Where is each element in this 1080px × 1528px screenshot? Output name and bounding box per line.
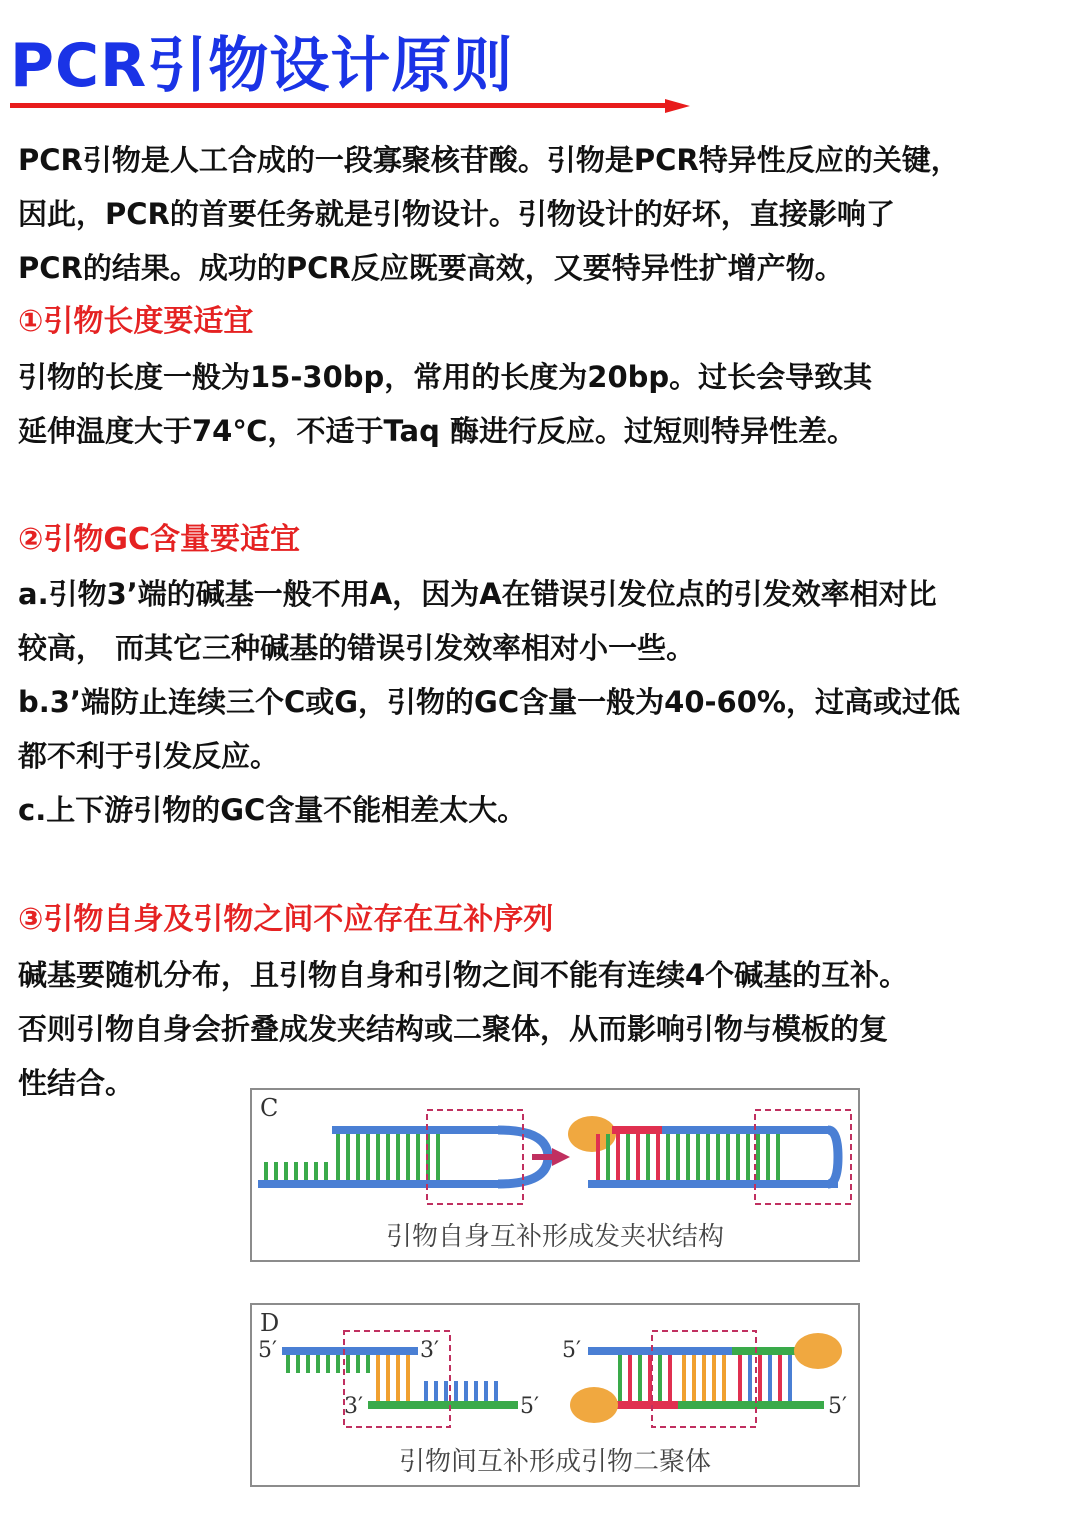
hairpin-diagram	[252, 1100, 858, 1210]
section-line: b.3’端防止连续三个C或G，引物的GC含量一般为40-60%，过高或过低	[18, 685, 960, 719]
label-3prime: 3′	[344, 1394, 363, 1419]
figure-letter: C	[260, 1094, 279, 1122]
title-underline-arrow	[10, 98, 690, 114]
template-strand	[332, 1126, 498, 1134]
figure-caption: 引物自身互补形成发夹状结构	[385, 1222, 724, 1252]
section-1-body	[18, 350, 1068, 458]
figure-caption: 引物间互补形成引物二聚体	[398, 1447, 711, 1477]
primer-top	[588, 1347, 732, 1355]
green-bases	[286, 1355, 370, 1373]
section-line: 延伸温度大于74℃，不适于Taq 酶进行反应。过短则特异性差。	[18, 414, 856, 448]
dimer-diagram	[252, 1313, 858, 1433]
section-line: 碱基要随机分布，且引物自身和引物之间不能有连续4个碱基的互补。	[18, 958, 909, 992]
section-line: 性结合。	[18, 1066, 135, 1100]
primer-bottom	[678, 1401, 824, 1409]
intro-paragraph	[18, 133, 1068, 295]
section-2-body	[18, 567, 1068, 837]
primer-strand	[258, 1180, 498, 1188]
figure-letter: D	[260, 1309, 280, 1337]
figure-hairpin	[250, 1088, 860, 1262]
label-5prime: 5′	[828, 1394, 847, 1419]
label-5prime: 5′	[258, 1338, 277, 1363]
arrow-head	[552, 1148, 570, 1166]
section-line: c.上下游引物的GC含量不能相差太大。	[18, 793, 527, 827]
label-5prime: 5′	[520, 1394, 539, 1419]
orange-bases	[376, 1355, 410, 1401]
section-line: 都不利于引发反应。	[18, 739, 280, 773]
green-bases	[264, 1132, 440, 1180]
section-3-heading: ③引物自身及引物之间不应存在互补序列	[18, 902, 554, 937]
hairpin-loop	[828, 1130, 838, 1184]
primer-bottom	[368, 1401, 518, 1409]
primer-top	[282, 1347, 418, 1355]
section-3-body	[18, 948, 1068, 1110]
arrow-shaft	[532, 1154, 554, 1160]
blue-bases	[424, 1381, 498, 1401]
polymerase-cap	[794, 1333, 842, 1369]
mixed-bases	[596, 1134, 780, 1180]
label-3prime: 3′	[420, 1338, 439, 1363]
primer-strand	[588, 1180, 838, 1188]
page-title: PCR引物设计原则	[10, 31, 514, 101]
section-2-heading: ②引物GC含量要适宜	[18, 522, 301, 557]
extended-strand	[612, 1126, 662, 1134]
section-line: a.引物3’端的碱基一般不用A，因为A在错误引发位点的引发效率相对比	[18, 577, 937, 611]
section-1-heading: ①引物长度要适宜	[18, 304, 254, 339]
section-line: 否则引物自身会折叠成发夹结构或二聚体，从而影响引物与模板的复	[18, 1012, 889, 1046]
dashed-box	[427, 1110, 523, 1204]
template-strand	[662, 1126, 828, 1134]
intro-line: PCR引物是人工合成的一段寡聚核苷酸。引物是PCR特异性反应的关键，	[18, 143, 960, 177]
label-5prime: 5′	[562, 1338, 581, 1363]
section-line: 较高， 而其它三种碱基的错误引发效率相对小一些。	[18, 631, 696, 665]
polymerase-cap	[570, 1387, 618, 1423]
extended-top	[732, 1347, 802, 1355]
intro-line: PCR的结果。成功的PCR反应既要高效，又要特异性扩增产物。	[18, 251, 844, 285]
figure-primer-dimer	[250, 1303, 860, 1487]
intro-line: 因此，PCR的首要任务就是引物设计。引物设计的好坏，直接影响了	[18, 197, 895, 231]
right-bases	[618, 1355, 792, 1401]
section-line: 引物的长度一般为15-30bp，常用的长度为20bp。过长会导致其	[18, 360, 873, 394]
